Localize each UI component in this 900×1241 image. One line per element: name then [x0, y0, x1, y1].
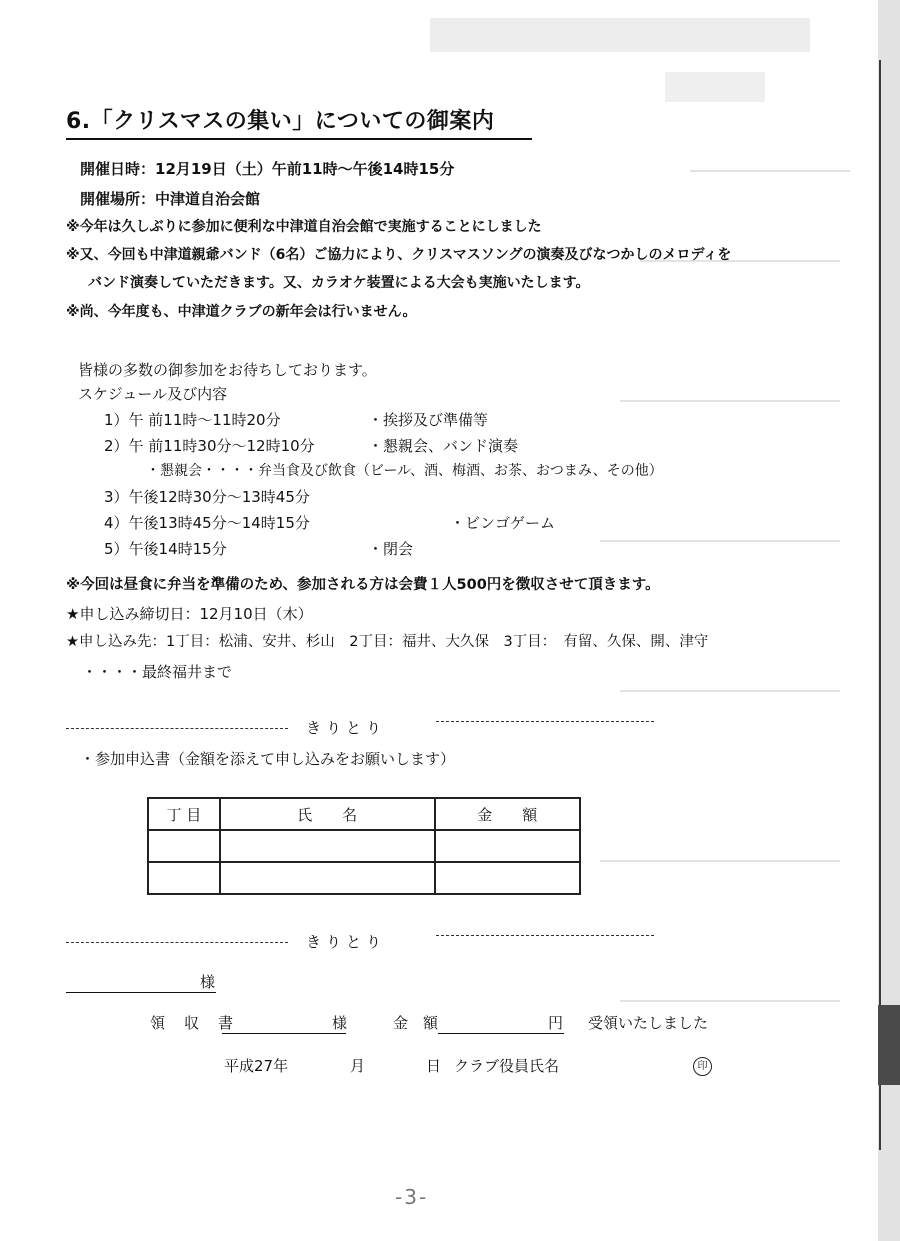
- cut-label: きりとり: [306, 719, 387, 737]
- bleed-through-box: [665, 72, 765, 102]
- schedule-item: ・懇親会、バンド演奏: [368, 437, 519, 455]
- event-place: 開催場所：中津道自治会館: [80, 190, 261, 208]
- apply-to: ★申し込み先：1丁目：松浦、安井、杉山 2丁目：福井、大久保 3丁目： 有留、久保、開、津守: [66, 634, 709, 650]
- bleed-through-line: [600, 540, 840, 542]
- schedule-time: 5）午後14時15分: [104, 540, 227, 558]
- col-header-district: 丁 目: [148, 798, 220, 830]
- final-contact: ・・・・最終福井まで: [82, 663, 233, 681]
- bleed-through-line: [600, 860, 840, 862]
- receipt-sama: 様: [332, 1014, 348, 1032]
- scan-edge-line: [879, 60, 881, 1150]
- cut-label: きりとり: [306, 933, 387, 951]
- bleed-through-line: [690, 170, 850, 172]
- title-underline: [66, 138, 532, 140]
- receipt-label: 領 収 書: [150, 1014, 236, 1032]
- recipient-suffix: 様: [200, 973, 216, 991]
- cell-amount[interactable]: [435, 830, 580, 862]
- bleed-through-line: [620, 1000, 840, 1002]
- cell-amount[interactable]: [435, 862, 580, 894]
- receipt-name-underline: [222, 1033, 346, 1034]
- col-header-amount: 金 額: [435, 798, 580, 830]
- bleed-through-line: [620, 400, 840, 402]
- schedule-item: ・挨拶及び準備等: [368, 411, 489, 429]
- yen-label: 円: [548, 1014, 564, 1032]
- schedule-time: 4）午後13時45分～14時15分: [104, 514, 310, 532]
- cell-district[interactable]: [148, 862, 220, 894]
- amount-underline: [438, 1033, 564, 1034]
- page-number: -3-: [395, 1185, 429, 1209]
- scan-edge-tab: [878, 1005, 900, 1085]
- application-table: [147, 797, 581, 895]
- fee-note: ※今回は昼食に弁当を準備のため、参加される方は会費１人500円を徴収させて頂きます。: [66, 577, 660, 593]
- bleed-through-header: [430, 18, 810, 52]
- deadline: ★申し込み締切日：12月10日（木）: [66, 605, 313, 623]
- schedule-item: ・閉会: [368, 540, 414, 558]
- cut-line-left: [66, 728, 288, 729]
- cell-name[interactable]: [220, 862, 435, 894]
- schedule-detail: ・懇親会・・・・弁当食及び飲食（ビール、酒、梅酒、お茶、おつまみ、その他）: [146, 463, 663, 479]
- day-label: 日: [426, 1057, 442, 1075]
- cut-line-left: [66, 942, 288, 943]
- table-row: [148, 830, 580, 862]
- officer-label: クラブ役員氏名: [454, 1057, 560, 1075]
- cut-line-right: [436, 935, 654, 936]
- note-line: ※今年は久しぶりに参加に便利な中津道自治会館で実施することにしました: [66, 219, 542, 235]
- event-date: 開催日時：12月19日（土）午前11時～午後14時15分: [80, 160, 455, 178]
- note-line: ※尚、今年度も、中津道クラブの新年会は行いません。: [66, 304, 417, 320]
- cut-line-right: [436, 721, 654, 722]
- schedule-heading: スケジュール及び内容: [78, 385, 228, 403]
- cell-name[interactable]: [220, 830, 435, 862]
- table-row: [148, 862, 580, 894]
- schedule-time: 1）午 前11時～11時20分: [104, 411, 281, 429]
- form-title: ・参加申込書（金額を添えて申し込みをお願いします）: [80, 750, 456, 768]
- seal-mark: 印: [693, 1057, 712, 1076]
- invitation-text: 皆様の多数の御参加をお待ちしております。: [78, 361, 377, 379]
- col-header-name: 氏 名: [220, 798, 435, 830]
- table-header-row: [148, 798, 580, 830]
- schedule-item: ・ビンゴゲーム: [450, 514, 556, 532]
- bleed-through-line: [620, 690, 840, 692]
- note-line: ※又、今回も中津道親爺バンド（6名）ご協力により、クリスマスソングの演奏及びなつかしのメロディを: [66, 247, 732, 263]
- section-title: 6.「クリスマスの集い」についての御案内: [66, 109, 495, 134]
- amount-label: 金 額: [393, 1014, 439, 1032]
- era-year: 平成27年: [224, 1057, 289, 1075]
- cell-district[interactable]: [148, 830, 220, 862]
- note-line: バンド演奏していただきます。又、カラオケ装置による大会も実施いたします。: [88, 275, 590, 291]
- schedule-time: 2）午 前11時30分～12時10分: [104, 437, 315, 455]
- schedule-time: 3）午後12時30分～13時45分: [104, 488, 310, 506]
- recipient-underline: [66, 992, 216, 993]
- month-label: 月: [350, 1057, 366, 1075]
- received-text: 受領いたしました: [588, 1014, 709, 1032]
